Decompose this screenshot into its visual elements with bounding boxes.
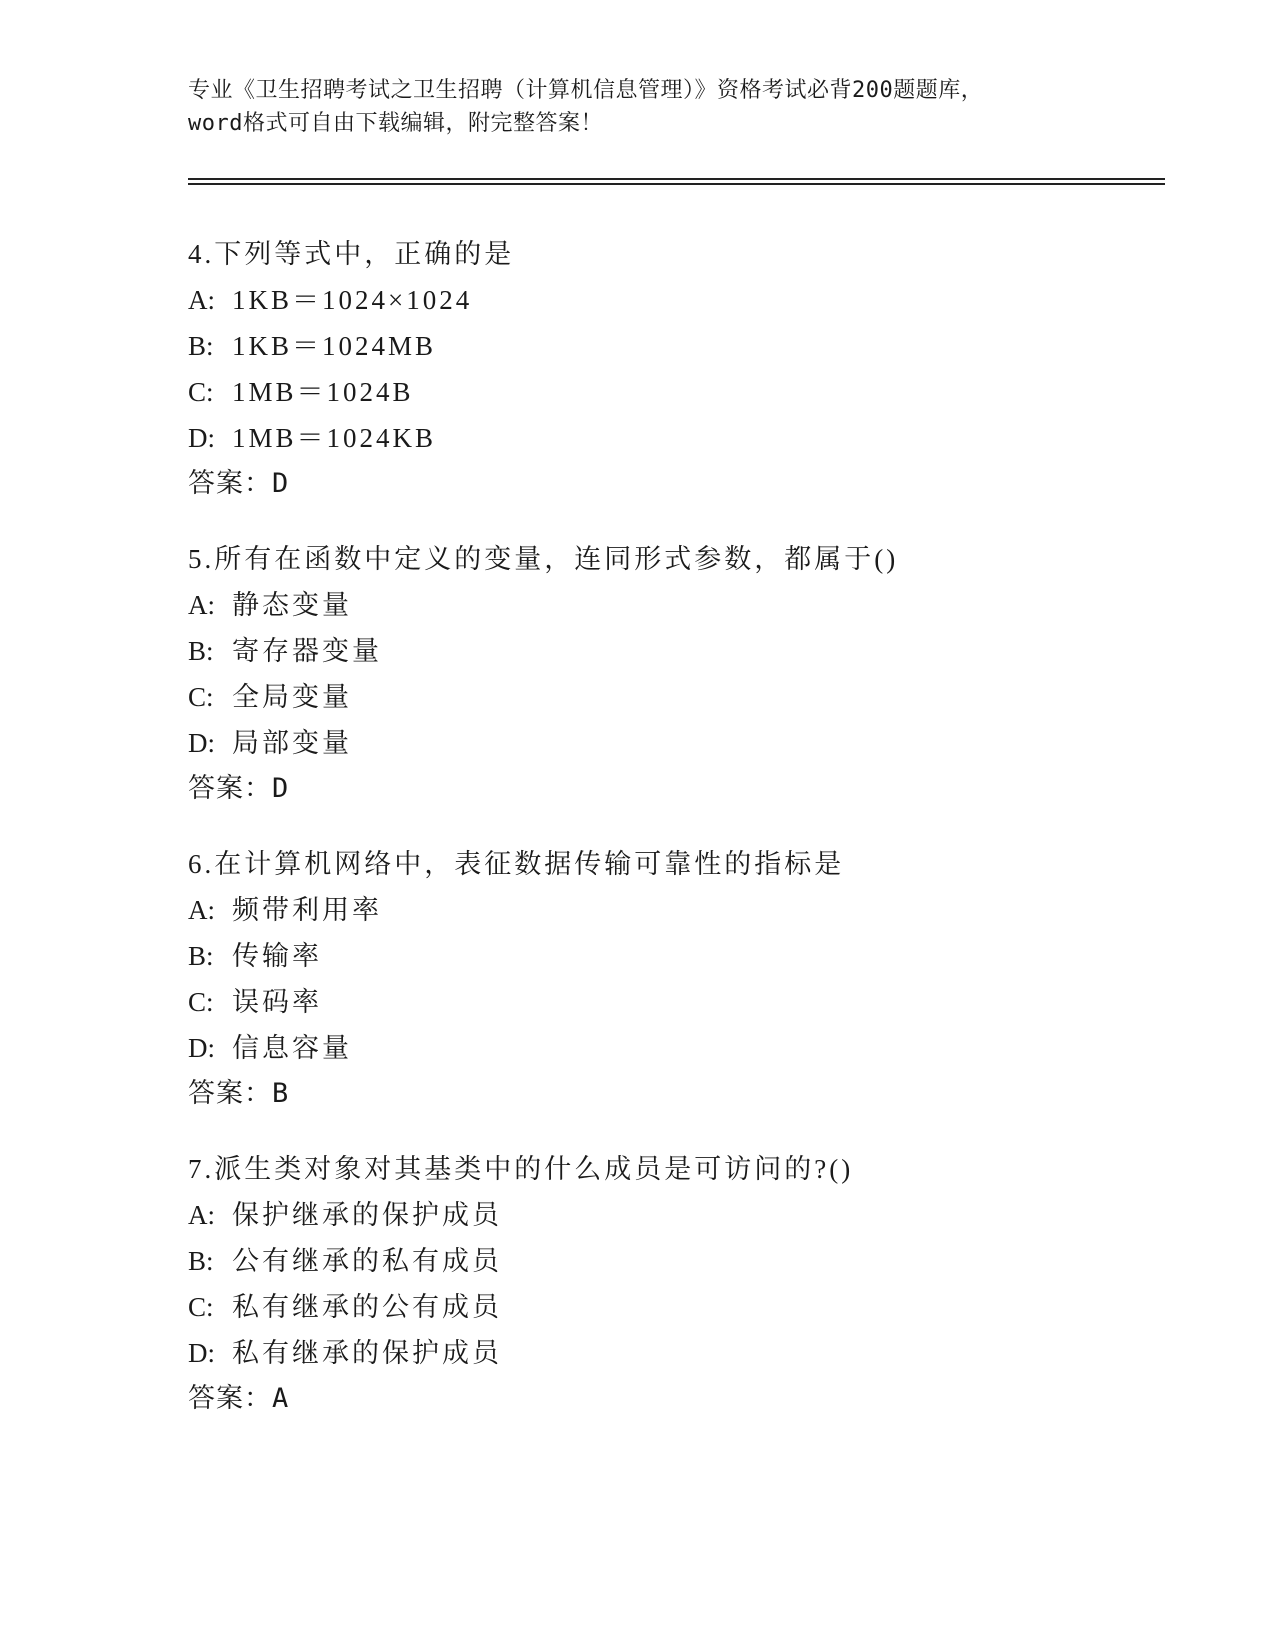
answer-value: D: [272, 773, 289, 804]
option-text: 公有继承的私有成员: [232, 1246, 502, 1276]
option-a: [188, 582, 1168, 628]
option-letter: B:: [188, 941, 214, 971]
option-text: 静态变量: [232, 590, 352, 620]
option-d: [188, 415, 1168, 461]
option-text: 寄存器变量: [232, 636, 382, 666]
option-a: [188, 277, 1168, 323]
option-text: 1KB＝1024×1024: [232, 285, 473, 315]
header-line-2: word格式可自由下载编辑，附完整答案！: [188, 111, 603, 136]
answer-label: 答案：: [188, 773, 272, 804]
option-c: [188, 369, 1168, 415]
answer-value: B: [272, 1078, 289, 1109]
option-c: [188, 674, 1168, 720]
question-block: [188, 841, 1168, 1117]
option-text: 1KB＝1024MB: [232, 331, 437, 361]
answer-line: [188, 766, 1168, 812]
option-letter: D:: [188, 1033, 215, 1063]
option-text: 频带利用率: [232, 895, 382, 925]
option-b: [188, 628, 1168, 674]
option-text: 1MB＝1024KB: [232, 423, 437, 453]
answer-line: [188, 1376, 1168, 1422]
option-text: 私有继承的保护成员: [232, 1338, 502, 1368]
option-a: [188, 1192, 1168, 1238]
header-line-1: 专业《卫生招聘考试之卫生招聘（计算机信息管理）》资格考试必背200题题库，: [188, 78, 984, 103]
option-c: [188, 979, 1168, 1025]
option-letter: B:: [188, 1246, 214, 1276]
option-letter: D:: [188, 1338, 215, 1368]
option-c: [188, 1284, 1168, 1330]
option-text: 局部变量: [232, 728, 352, 758]
option-letter: C:: [188, 987, 214, 1017]
question-block: [188, 1146, 1168, 1422]
answer-value: D: [272, 468, 289, 499]
document-header: [188, 74, 1088, 140]
header-divider-top: [188, 178, 1165, 180]
option-letter: B:: [188, 636, 214, 666]
question-title: 7.派生类对象对其基类中的什么成员是可访问的?(): [188, 1154, 854, 1184]
header-divider-bottom: [188, 183, 1165, 185]
answer-line: [188, 461, 1168, 507]
answer-value: A: [272, 1383, 289, 1414]
option-text: 传输率: [232, 941, 322, 971]
answer-line: [188, 1071, 1168, 1117]
answer-label: 答案：: [188, 1078, 272, 1109]
option-letter: B:: [188, 331, 214, 361]
answer-label: 答案：: [188, 1383, 272, 1414]
question-block: [188, 536, 1168, 812]
option-letter: C:: [188, 1292, 214, 1322]
option-text: 全局变量: [232, 682, 352, 712]
option-letter: A:: [188, 1200, 215, 1230]
option-b: [188, 1238, 1168, 1284]
question-title: 4.下列等式中，正确的是: [188, 239, 515, 269]
answer-label: 答案：: [188, 468, 272, 499]
option-text: 保护继承的保护成员: [232, 1200, 502, 1230]
question-title: 5.所有在函数中定义的变量，连同形式参数，都属于(): [188, 544, 899, 574]
option-letter: A:: [188, 285, 215, 315]
option-d: [188, 720, 1168, 766]
option-b: [188, 323, 1168, 369]
option-letter: D:: [188, 728, 215, 758]
option-d: [188, 1025, 1168, 1071]
option-text: 私有继承的公有成员: [232, 1292, 502, 1322]
option-letter: D:: [188, 423, 215, 453]
option-text: 误码率: [232, 987, 322, 1017]
question-block: [188, 231, 1168, 507]
option-d: [188, 1330, 1168, 1376]
question-title: 6.在计算机网络中，表征数据传输可靠性的指标是: [188, 849, 845, 879]
option-letter: A:: [188, 895, 215, 925]
option-a: [188, 887, 1168, 933]
option-letter: C:: [188, 682, 214, 712]
option-letter: C:: [188, 377, 214, 407]
option-text: 1MB＝1024B: [232, 377, 414, 407]
option-letter: A:: [188, 590, 215, 620]
option-text: 信息容量: [232, 1033, 352, 1063]
option-b: [188, 933, 1168, 979]
